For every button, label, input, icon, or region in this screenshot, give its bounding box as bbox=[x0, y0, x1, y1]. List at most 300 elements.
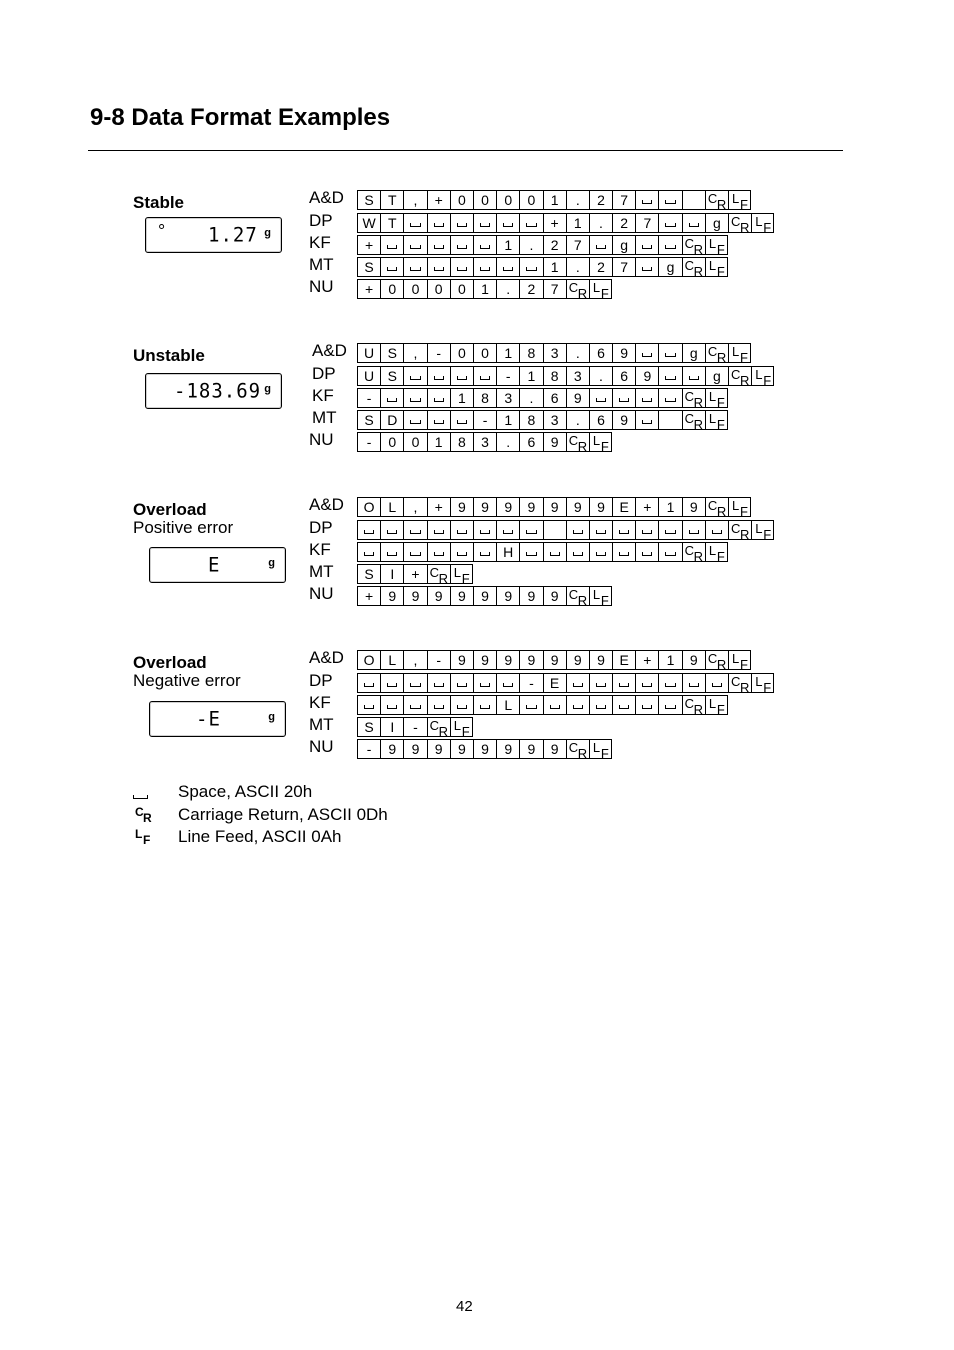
format-row bbox=[357, 520, 774, 540]
char-cell: 3 bbox=[566, 366, 589, 386]
line-feed-cell: L F bbox=[751, 673, 774, 693]
format-label: MT bbox=[309, 255, 334, 274]
char-cell: 9 bbox=[682, 497, 705, 517]
char-cell: 3 bbox=[543, 410, 566, 430]
char-cell: 6 bbox=[543, 388, 566, 408]
format-label: A&D bbox=[312, 341, 347, 360]
char-cell: 7 bbox=[566, 235, 589, 255]
char-cell: 1 bbox=[519, 366, 542, 386]
space-char-cell bbox=[496, 673, 519, 693]
format-label: MT bbox=[309, 715, 334, 734]
char-cell: 9 bbox=[450, 586, 473, 606]
char-cell: S bbox=[357, 257, 380, 277]
space-char-cell bbox=[450, 257, 473, 277]
char-cell: 0 bbox=[403, 279, 426, 299]
format-label: KF bbox=[312, 386, 334, 405]
char-cell: O bbox=[357, 497, 380, 517]
char-cell: 0 bbox=[473, 343, 496, 363]
display-reading: E bbox=[208, 553, 221, 577]
format-row bbox=[357, 739, 612, 759]
carriage-return-cell: C R bbox=[728, 366, 751, 386]
carriage-return-cell: C R bbox=[566, 586, 589, 606]
char-cell: 8 bbox=[543, 366, 566, 386]
char-cell: 0 bbox=[403, 432, 426, 452]
char-cell: . bbox=[519, 388, 542, 408]
page-number: 42 bbox=[456, 1298, 473, 1315]
section-title: Overload bbox=[133, 653, 207, 672]
char-cell: 9 bbox=[496, 497, 519, 517]
char-cell: . bbox=[496, 279, 519, 299]
stability-marker-icon: ° bbox=[158, 221, 166, 241]
space-char-cell bbox=[496, 520, 519, 540]
format-row bbox=[357, 257, 728, 277]
space-char-cell bbox=[450, 213, 473, 233]
section-subtitle: Positive error bbox=[133, 518, 234, 537]
format-label: A&D bbox=[309, 495, 344, 514]
char-cell: + bbox=[357, 235, 380, 255]
space-char-cell bbox=[473, 695, 496, 715]
char-cell: L bbox=[380, 497, 403, 517]
line-feed-symbol-icon: L F bbox=[135, 827, 151, 847]
char-cell: 9 bbox=[543, 432, 566, 452]
char-cell: - bbox=[473, 410, 496, 430]
space-char-cell bbox=[450, 410, 473, 430]
char-cell: 9 bbox=[473, 650, 496, 670]
carriage-return-cell: C R bbox=[705, 497, 728, 517]
line-feed-cell: L F bbox=[705, 235, 728, 255]
space-char-cell bbox=[403, 257, 426, 277]
char-cell: H bbox=[496, 542, 519, 562]
carriage-return-cell: C R bbox=[682, 542, 705, 562]
space-char-cell bbox=[612, 673, 635, 693]
title-divider bbox=[88, 150, 843, 151]
carriage-return-cell: C R bbox=[728, 520, 751, 540]
space-char-cell bbox=[566, 695, 589, 715]
char-cell: 9 bbox=[543, 650, 566, 670]
char-cell: 9 bbox=[519, 586, 542, 606]
space-char-cell bbox=[658, 520, 681, 540]
line-feed-cell: L F bbox=[751, 366, 774, 386]
char-cell: 0 bbox=[450, 343, 473, 363]
section-title: Stable bbox=[133, 193, 185, 212]
space-char-cell bbox=[357, 520, 380, 540]
char-cell: 6 bbox=[589, 343, 612, 363]
space-char-cell bbox=[612, 695, 635, 715]
space-char-cell bbox=[658, 343, 681, 363]
char-cell: 2 bbox=[589, 257, 612, 277]
space-char-cell bbox=[589, 542, 612, 562]
space-char-cell bbox=[658, 235, 681, 255]
space-char-cell bbox=[450, 542, 473, 562]
char-cell bbox=[543, 520, 566, 540]
carriage-return-cell: C R bbox=[705, 190, 728, 210]
char-cell: 8 bbox=[519, 343, 542, 363]
char-cell: - bbox=[357, 388, 380, 408]
carriage-return-cell: C R bbox=[705, 650, 728, 670]
char-cell: . bbox=[566, 343, 589, 363]
format-label: NU bbox=[309, 277, 334, 296]
line-feed-cell: L F bbox=[728, 650, 751, 670]
space-char-cell bbox=[427, 388, 450, 408]
space-char-cell bbox=[635, 257, 658, 277]
balance-display bbox=[145, 217, 282, 253]
char-cell: + bbox=[403, 564, 426, 584]
space-char-cell bbox=[473, 257, 496, 277]
space-char-cell bbox=[635, 520, 658, 540]
format-row bbox=[357, 650, 751, 670]
char-cell: 0 bbox=[380, 279, 403, 299]
char-cell: 1 bbox=[658, 497, 681, 517]
space-char-cell bbox=[682, 213, 705, 233]
space-char-cell bbox=[543, 542, 566, 562]
carriage-return-cell: C R bbox=[728, 673, 751, 693]
space-char-cell bbox=[635, 542, 658, 562]
char-cell: 9 bbox=[380, 739, 403, 759]
space-char-cell bbox=[612, 388, 635, 408]
char-cell: 0 bbox=[380, 432, 403, 452]
format-label: DP bbox=[309, 518, 333, 537]
space-char-cell bbox=[635, 343, 658, 363]
char-cell: 1 bbox=[473, 279, 496, 299]
char-cell: + bbox=[543, 213, 566, 233]
space-char-cell bbox=[705, 520, 728, 540]
format-label: DP bbox=[309, 211, 333, 230]
char-cell: 1 bbox=[566, 213, 589, 233]
char-cell: 6 bbox=[519, 432, 542, 452]
space-char-cell bbox=[612, 542, 635, 562]
char-cell: 0 bbox=[450, 279, 473, 299]
char-cell: 9 bbox=[473, 586, 496, 606]
char-cell: D bbox=[380, 410, 403, 430]
format-row bbox=[357, 410, 728, 430]
legend-text: Line Feed, ASCII 0Ah bbox=[178, 827, 342, 846]
space-char-cell bbox=[427, 520, 450, 540]
format-row bbox=[357, 673, 774, 693]
char-cell: , bbox=[403, 650, 426, 670]
space-char-cell bbox=[589, 695, 612, 715]
carriage-return-cell: C R bbox=[705, 343, 728, 363]
format-row bbox=[357, 388, 728, 408]
format-row bbox=[357, 235, 728, 255]
line-feed-cell: L F bbox=[705, 695, 728, 715]
char-cell: 9 bbox=[519, 739, 542, 759]
char-cell: , bbox=[403, 343, 426, 363]
char-cell: . bbox=[566, 190, 589, 210]
space-char-cell bbox=[589, 235, 612, 255]
space-char-cell bbox=[519, 695, 542, 715]
char-cell: g bbox=[682, 343, 705, 363]
char-cell: 1 bbox=[496, 343, 519, 363]
char-cell: 2 bbox=[519, 279, 542, 299]
char-cell: 9 bbox=[496, 739, 519, 759]
char-cell: 3 bbox=[543, 343, 566, 363]
line-feed-cell: L F bbox=[589, 279, 612, 299]
section-title: Overload bbox=[133, 500, 207, 519]
legend-text: Carriage Return, ASCII 0Dh bbox=[178, 804, 388, 824]
char-cell: 9 bbox=[519, 497, 542, 517]
char-cell: 9 bbox=[473, 739, 496, 759]
char-cell: + bbox=[357, 586, 380, 606]
format-row bbox=[357, 497, 751, 517]
char-cell: I bbox=[380, 564, 403, 584]
char-cell: + bbox=[635, 497, 658, 517]
space-char-cell bbox=[566, 673, 589, 693]
space-char-cell bbox=[450, 695, 473, 715]
space-char-cell bbox=[658, 695, 681, 715]
char-cell: 9 bbox=[473, 497, 496, 517]
space-char-cell bbox=[427, 410, 450, 430]
char-cell: . bbox=[566, 257, 589, 277]
space-char-cell bbox=[473, 366, 496, 386]
space-char-cell bbox=[589, 388, 612, 408]
char-cell: 9 bbox=[496, 586, 519, 606]
char-cell: 9 bbox=[543, 497, 566, 517]
space-char-cell bbox=[496, 213, 519, 233]
char-cell: - bbox=[427, 343, 450, 363]
space-char-cell bbox=[403, 410, 426, 430]
char-cell: + bbox=[427, 497, 450, 517]
format-row bbox=[357, 564, 473, 584]
space-char-cell bbox=[658, 213, 681, 233]
format-row bbox=[357, 717, 473, 737]
space-char-cell bbox=[566, 542, 589, 562]
space-char-cell bbox=[566, 520, 589, 540]
space-char-cell bbox=[519, 213, 542, 233]
char-cell: 7 bbox=[612, 190, 635, 210]
space-char-cell bbox=[612, 520, 635, 540]
balance-display bbox=[145, 373, 282, 409]
char-cell: 9 bbox=[566, 650, 589, 670]
format-row bbox=[357, 432, 612, 452]
char-cell: 1 bbox=[543, 257, 566, 277]
char-cell: 9 bbox=[427, 739, 450, 759]
display-unit: g bbox=[268, 711, 275, 723]
char-cell: 3 bbox=[473, 432, 496, 452]
space-char-cell bbox=[357, 542, 380, 562]
space-char-cell bbox=[427, 366, 450, 386]
char-cell: 1 bbox=[658, 650, 681, 670]
space-char-cell bbox=[682, 366, 705, 386]
format-row bbox=[357, 695, 728, 715]
char-cell bbox=[682, 190, 705, 210]
char-cell: 1 bbox=[543, 190, 566, 210]
space-char-cell bbox=[589, 520, 612, 540]
char-cell: + bbox=[427, 190, 450, 210]
space-char-cell bbox=[357, 695, 380, 715]
space-char-cell bbox=[519, 520, 542, 540]
char-cell: 9 bbox=[543, 586, 566, 606]
char-cell bbox=[658, 410, 681, 430]
space-char-cell bbox=[403, 213, 426, 233]
format-label: KF bbox=[309, 540, 331, 559]
space-char-cell bbox=[427, 235, 450, 255]
space-char-cell bbox=[658, 366, 681, 386]
carriage-return-cell: C R bbox=[566, 432, 589, 452]
space-char-cell bbox=[380, 235, 403, 255]
space-symbol-icon bbox=[132, 782, 152, 802]
char-cell: T bbox=[380, 190, 403, 210]
char-cell: 9 bbox=[682, 650, 705, 670]
line-feed-cell: L F bbox=[728, 343, 751, 363]
format-row bbox=[357, 366, 774, 386]
line-feed-cell: L F bbox=[751, 213, 774, 233]
line-feed-cell: L F bbox=[705, 388, 728, 408]
legend-text: Space, ASCII 20h bbox=[178, 782, 313, 801]
char-cell: 0 bbox=[496, 190, 519, 210]
char-cell: + bbox=[357, 279, 380, 299]
space-char-cell bbox=[473, 213, 496, 233]
char-cell: . bbox=[589, 366, 612, 386]
display-unit: g bbox=[264, 383, 271, 395]
format-row bbox=[357, 190, 751, 210]
char-cell: - bbox=[496, 366, 519, 386]
char-cell: 2 bbox=[612, 213, 635, 233]
space-char-cell bbox=[403, 235, 426, 255]
char-cell: S bbox=[357, 190, 380, 210]
char-cell: U bbox=[357, 366, 380, 386]
carriage-return-cell: C R bbox=[427, 717, 450, 737]
carriage-return-symbol-icon: C R bbox=[135, 804, 152, 825]
char-cell: 9 bbox=[543, 739, 566, 759]
char-cell: - bbox=[357, 739, 380, 759]
space-char-cell bbox=[473, 520, 496, 540]
format-label: DP bbox=[312, 364, 336, 383]
char-cell: , bbox=[403, 190, 426, 210]
space-char-cell bbox=[658, 673, 681, 693]
char-cell: 7 bbox=[612, 257, 635, 277]
format-row bbox=[357, 343, 751, 363]
char-cell: 8 bbox=[473, 388, 496, 408]
char-cell: g bbox=[705, 366, 728, 386]
char-cell: . bbox=[496, 432, 519, 452]
char-cell: - bbox=[427, 650, 450, 670]
char-cell: 1 bbox=[496, 410, 519, 430]
char-cell: T bbox=[380, 213, 403, 233]
balance-display bbox=[149, 547, 286, 583]
space-char-cell bbox=[427, 213, 450, 233]
char-cell: 1 bbox=[450, 388, 473, 408]
space-char-cell bbox=[635, 235, 658, 255]
line-feed-cell: L F bbox=[450, 717, 473, 737]
char-cell: . bbox=[566, 410, 589, 430]
char-cell: 9 bbox=[519, 650, 542, 670]
space-char-cell bbox=[403, 695, 426, 715]
display-reading: -E bbox=[196, 707, 221, 731]
format-row bbox=[357, 213, 774, 233]
line-feed-cell: L F bbox=[751, 520, 774, 540]
space-char-cell bbox=[496, 257, 519, 277]
char-cell: L bbox=[380, 650, 403, 670]
space-char-cell bbox=[427, 542, 450, 562]
char-cell: 9 bbox=[450, 650, 473, 670]
space-char-cell bbox=[682, 673, 705, 693]
space-char-cell bbox=[403, 673, 426, 693]
carriage-return-cell: C R bbox=[427, 564, 450, 584]
char-cell: S bbox=[357, 564, 380, 584]
char-cell: 0 bbox=[427, 279, 450, 299]
carriage-return-cell: C R bbox=[682, 695, 705, 715]
section-title: Unstable bbox=[133, 346, 205, 365]
format-label: A&D bbox=[309, 188, 344, 207]
char-cell: U bbox=[357, 343, 380, 363]
carriage-return-cell: C R bbox=[728, 213, 751, 233]
char-cell: 0 bbox=[473, 190, 496, 210]
char-cell: 9 bbox=[635, 366, 658, 386]
char-cell: 9 bbox=[612, 343, 635, 363]
display-reading: 1.27 bbox=[208, 223, 258, 247]
char-cell: E bbox=[612, 650, 635, 670]
char-cell: 0 bbox=[519, 190, 542, 210]
space-char-cell bbox=[450, 235, 473, 255]
char-cell: 3 bbox=[496, 388, 519, 408]
space-char-cell bbox=[427, 257, 450, 277]
char-cell: S bbox=[357, 410, 380, 430]
format-row bbox=[357, 586, 612, 606]
space-char-cell bbox=[380, 388, 403, 408]
format-label: KF bbox=[309, 233, 331, 252]
char-cell: 2 bbox=[589, 190, 612, 210]
section-subtitle: Negative error bbox=[133, 671, 241, 690]
space-char-cell bbox=[658, 388, 681, 408]
char-cell: O bbox=[357, 650, 380, 670]
space-char-cell bbox=[473, 542, 496, 562]
char-cell: 6 bbox=[589, 410, 612, 430]
char-cell: I bbox=[380, 717, 403, 737]
format-label: MT bbox=[312, 408, 337, 427]
char-cell: 1 bbox=[496, 235, 519, 255]
char-cell: S bbox=[380, 366, 403, 386]
space-char-cell bbox=[682, 520, 705, 540]
carriage-return-cell: C R bbox=[566, 739, 589, 759]
line-feed-cell: L F bbox=[589, 586, 612, 606]
char-cell: 9 bbox=[589, 497, 612, 517]
carriage-return-cell: C R bbox=[682, 410, 705, 430]
char-cell: g bbox=[705, 213, 728, 233]
space-char-cell bbox=[380, 542, 403, 562]
space-char-cell bbox=[403, 520, 426, 540]
display-unit: g bbox=[268, 557, 275, 569]
char-cell: 7 bbox=[543, 279, 566, 299]
format-label: NU bbox=[309, 584, 334, 603]
format-label: DP bbox=[309, 671, 333, 690]
format-label: MT bbox=[309, 562, 334, 581]
format-row bbox=[357, 279, 612, 299]
line-feed-cell: L F bbox=[705, 257, 728, 277]
space-char-cell bbox=[380, 257, 403, 277]
carriage-return-cell: C R bbox=[566, 279, 589, 299]
space-char-cell bbox=[450, 673, 473, 693]
char-cell: 8 bbox=[519, 410, 542, 430]
space-char-cell bbox=[589, 673, 612, 693]
char-cell: S bbox=[380, 343, 403, 363]
space-char-cell bbox=[380, 520, 403, 540]
char-cell: L bbox=[496, 695, 519, 715]
balance-display bbox=[149, 701, 286, 737]
char-cell: g bbox=[612, 235, 635, 255]
space-char-cell bbox=[473, 235, 496, 255]
space-char-cell bbox=[450, 520, 473, 540]
char-cell: 9 bbox=[427, 586, 450, 606]
line-feed-cell: L F bbox=[450, 564, 473, 584]
char-cell: . bbox=[589, 213, 612, 233]
char-cell: 2 bbox=[543, 235, 566, 255]
space-char-cell bbox=[380, 695, 403, 715]
space-char-cell bbox=[357, 673, 380, 693]
char-cell: 0 bbox=[450, 190, 473, 210]
space-char-cell bbox=[658, 542, 681, 562]
space-char-cell bbox=[705, 673, 728, 693]
char-cell: - bbox=[357, 432, 380, 452]
